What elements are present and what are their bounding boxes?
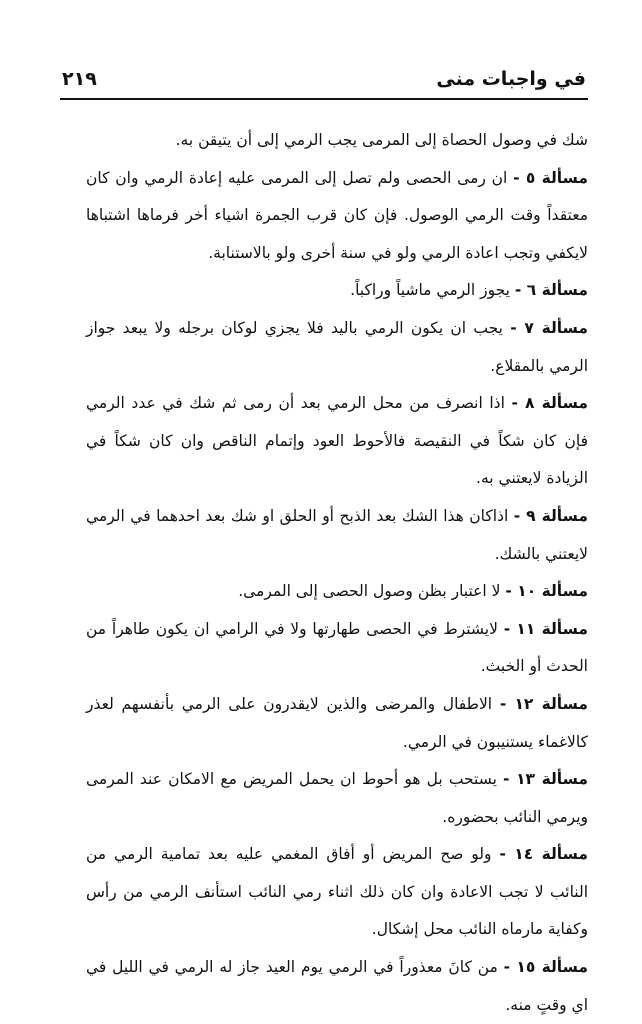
masala-paragraph: [86, 611, 588, 686]
page-number: ٢١٩: [62, 68, 97, 90]
masala-paragraph: [86, 761, 588, 836]
paragraph-text: يجب ان يكون الرمي باليد فلا يجزي لوكان برجله ولا يبعد جواز الرمي بالمقلاع.: [86, 318, 588, 375]
paragraph-text: يجوز الرمي ماشياً وراكباً.: [350, 281, 515, 300]
paragraph-text: شك في وصول الحصاة إلى المرمى يجب الرمي إلى أن يتيقن به.: [175, 131, 588, 149]
paragraph-text: الاطفال والمرضى والذين لايقدرون على الرمي بأنفسهم لعذر كالاغماء يستنيبون في الرمي.: [86, 694, 588, 751]
paragraph-text: اذا انصرف من محل الرمي بعد أن رمى ثم شك في عدد الرمي فإن كان شكاً في النقيصة فالأحوط العود وإتمام الناقص وان كان شكاً في الزيادة لايعتني به.: [86, 394, 588, 488]
masala-label: مسألة ٨ -: [511, 394, 588, 413]
masala-paragraph: [86, 836, 588, 949]
masala-paragraph: [86, 573, 588, 611]
masala-label: مسألة ٥ -: [513, 168, 588, 187]
masala-label: مسألة ١٣ -: [503, 770, 588, 789]
paragraph-continuation: [86, 122, 588, 160]
masala-paragraph: [86, 272, 588, 310]
masala-label: مسألة ١٤ -: [499, 845, 588, 864]
page-header: [62, 64, 586, 98]
paragraph-text: ولو صح المريض أو أفاق المغمي عليه بعد تمامية الرمي من النائب لا تجب الاعادة وان كان ذلك اثناء رمي النائب استأنف الرمي من رأس وكفاية مارماه النائب محل إشكال.: [86, 845, 588, 939]
masala-paragraph: [86, 949, 588, 1024]
paragraph-text: يستحب بل هو أحوط ان يحمل المريض مع الامكان عند المرمى ويرمي النائب بحضوره.: [86, 770, 588, 826]
paragraph-text: لايشترط في الحصى طهارتها ولا في الرامي ان يكون طاهراً من الحدث أو الخبث.: [86, 619, 588, 676]
masala-label: مسألة ٧ -: [510, 318, 588, 337]
masala-paragraph: [86, 385, 588, 498]
masala-paragraph: [86, 160, 588, 273]
masala-label: مسألة ١٢ -: [499, 694, 588, 713]
masala-label: مسألة ١١ -: [503, 619, 588, 638]
masala-paragraph: [86, 686, 588, 761]
header-rule: [60, 98, 588, 100]
paragraph-text: اذاكان هذا الشك بعد الذبح أو الحلق او شك بعد احدهما في الرمي لايعتني بالشك.: [86, 506, 588, 563]
masala-label: مسألة ١٥ -: [503, 958, 588, 977]
running-title: في واجبات منى: [436, 68, 586, 90]
masala-label: مسألة ٩ -: [513, 506, 588, 525]
masala-paragraph: [86, 498, 588, 573]
paragraph-text: من كانَ معذوراً في الرمي يوم العيد جاز له الرمي في الليل في اي وقتٍ منه.: [86, 958, 588, 1014]
body-text: [86, 122, 588, 1024]
masala-label: مسألة ٦ -: [514, 281, 588, 300]
paragraph-text: لا اعتبار بظن وصول الحصى إلى المرمى.: [238, 582, 506, 601]
paragraph-text: ان رمى الحصى ولم تصل إلى المرمى عليه إعادة الرمي وان كان معتقداً وقت الرمي الوصول. فإن كان قرب الجمرة اشياء أخر فرماها اشتباها لايكفي وتجب اعادة الرمي ولو في سنة أخرى ولو بالاستنابة.: [86, 168, 588, 262]
masala-label: مسألة ١٠ -: [505, 582, 588, 601]
masala-paragraph: [86, 310, 588, 385]
